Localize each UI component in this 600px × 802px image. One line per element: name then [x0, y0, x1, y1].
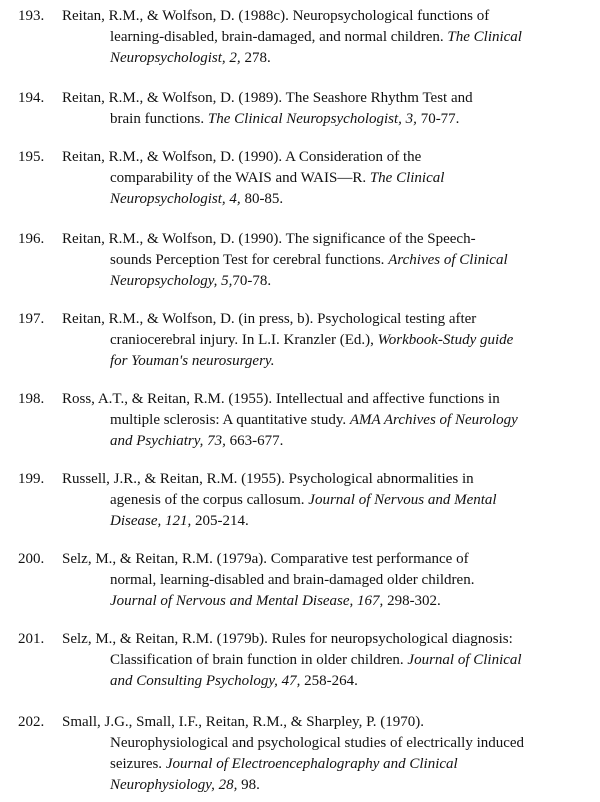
citation-text: craniocerebral injury. In L.I. Kranzler (Ed.),	[110, 332, 378, 348]
citation-line	[62, 671, 592, 692]
citation-line	[62, 629, 592, 650]
citation-text: Reitan, R.M., & Wolfson, D. (1990). The significance of the Speech-	[62, 231, 476, 247]
reference-citation	[62, 147, 592, 210]
citation-line	[62, 48, 592, 69]
citation-line	[62, 351, 592, 372]
citation-italic-text: Archives of Clinical	[388, 252, 508, 268]
reference-citation	[62, 389, 592, 452]
citation-text: Selz, M., & Reitan, R.M. (1979b). Rules for neuropsychological diagnosis:	[62, 631, 513, 647]
citation-text: Ross, A.T., & Reitan, R.M. (1955). Intellectual and affective functions in	[62, 391, 500, 407]
citation-line	[62, 570, 592, 591]
reference-citation	[62, 712, 592, 796]
citation-text: normal, learning-disabled and brain-damaged older children.	[110, 572, 475, 588]
citation-text: 70-78.	[232, 273, 272, 289]
reference-number: 195.	[18, 149, 45, 165]
citation-text: 205-214.	[191, 513, 249, 529]
citation-line	[62, 229, 592, 250]
reference-number: 201.	[18, 631, 45, 647]
reference-number: 200.	[18, 551, 45, 567]
citation-line	[62, 754, 592, 775]
citation-text: Reitan, R.M., & Wolfson, D. (1988c). Neuropsychological functions of	[62, 8, 490, 24]
citation-italic-text: Workbook-Study guide	[377, 332, 514, 348]
reference-citation	[62, 309, 592, 372]
citation-italic-text: Journal of Clinical	[407, 652, 522, 668]
citation-line	[62, 109, 592, 130]
citation-text: 70-77.	[416, 111, 460, 127]
citation-text: sounds Perception Test for cerebral functions.	[110, 252, 389, 268]
citation-line	[62, 775, 592, 796]
citation-italic-text: Disease, 121,	[110, 513, 192, 529]
reference-number: 199.	[18, 471, 45, 487]
citation-line	[62, 712, 592, 733]
citation-line	[62, 6, 592, 27]
citation-text: Classification of brain function in older children.	[110, 652, 408, 668]
citation-line	[62, 250, 592, 271]
reference-number: 194.	[18, 90, 45, 106]
citation-text: 278.	[240, 50, 271, 66]
citation-italic-text: for Youman's neurosurgery.	[110, 353, 275, 369]
citation-line	[62, 511, 592, 532]
citation-italic-text: Neuropsychology, 5,	[110, 273, 233, 289]
citation-line	[62, 168, 592, 189]
citation-italic-text: The Clinical	[447, 29, 522, 45]
citation-text: learning-disabled, brain-damaged, and normal children.	[110, 29, 448, 45]
citation-italic-text: AMA Archives of Neurology	[349, 412, 518, 428]
citation-text: Neurophysiological and psychological studies of electrically induced	[110, 735, 525, 751]
citation-italic-text: The Clinical	[369, 170, 445, 186]
citation-text: 663-677.	[225, 433, 284, 449]
citation-line	[62, 309, 592, 330]
citation-text: 80-85.	[240, 191, 284, 207]
citation-line	[62, 147, 592, 168]
citation-text: seizures.	[110, 756, 166, 772]
reference-number: 193.	[18, 8, 45, 24]
reference-number: 198.	[18, 391, 45, 407]
reference-citation	[62, 229, 592, 292]
citation-italic-text: Journal of Electroencephalography and Clinical	[165, 756, 458, 772]
citation-italic-text: Journal of Nervous and Mental Disease, 167,	[110, 593, 384, 609]
citation-text: Small, J.G., Small, I.F., Reitan, R.M., & Sharpley, P. (1970).	[62, 714, 424, 730]
citation-line	[62, 189, 592, 210]
citation-text: 98.	[237, 777, 260, 793]
citation-text: comparability of the WAIS and WAIS—R.	[110, 170, 370, 186]
citation-line	[62, 591, 592, 612]
citation-line	[62, 389, 592, 410]
citation-line	[62, 549, 592, 570]
reference-citation	[62, 88, 592, 130]
citation-italic-text: Neurophysiology, 28,	[110, 777, 238, 793]
reference-number: 196.	[18, 231, 45, 247]
reference-number: 197.	[18, 311, 45, 327]
reference-number: 202.	[18, 714, 45, 730]
citation-line	[62, 410, 592, 431]
citation-line	[62, 469, 592, 490]
citation-line	[62, 650, 592, 671]
citation-italic-text: Neuropsychologist, 4,	[110, 191, 241, 207]
citation-line	[62, 271, 592, 292]
citation-text: Selz, M., & Reitan, R.M. (1979a). Comparative test performance of	[62, 551, 469, 567]
citation-text: brain functions.	[110, 111, 208, 127]
citation-italic-text: and Psychiatry, 73,	[110, 433, 226, 449]
reference-citation	[62, 549, 592, 612]
citation-text: multiple sclerosis: A quantitative study.	[110, 412, 350, 428]
citation-line	[62, 490, 592, 511]
citation-italic-text: Journal of Nervous and Mental	[308, 492, 497, 508]
citation-text: 258-264.	[300, 673, 358, 689]
citation-text: Reitan, R.M., & Wolfson, D. (in press, b). Psychological testing after	[62, 311, 477, 327]
citation-text: Reitan, R.M., & Wolfson, D. (1989). The Seashore Rhythm Test and	[62, 90, 473, 106]
reference-citation	[62, 469, 592, 532]
citation-line	[62, 733, 592, 754]
citation-text: Reitan, R.M., & Wolfson, D. (1990). A Consideration of the	[62, 149, 422, 165]
citation-italic-text: The Clinical Neuropsychologist, 3,	[207, 111, 417, 127]
citation-line	[62, 330, 592, 351]
citation-italic-text: Neuropsychologist, 2,	[110, 50, 241, 66]
citation-text: Russell, J.R., & Reitan, R.M. (1955). Psychological abnormalities in	[62, 471, 474, 487]
citation-text: 298-302.	[383, 593, 441, 609]
citation-italic-text: and Consulting Psychology, 47,	[110, 673, 301, 689]
citation-line	[62, 431, 592, 452]
citation-line	[62, 88, 592, 109]
reference-citation	[62, 6, 592, 69]
citation-line	[62, 27, 592, 48]
citation-text: agenesis of the corpus callosum.	[110, 492, 309, 508]
reference-citation	[62, 629, 592, 692]
